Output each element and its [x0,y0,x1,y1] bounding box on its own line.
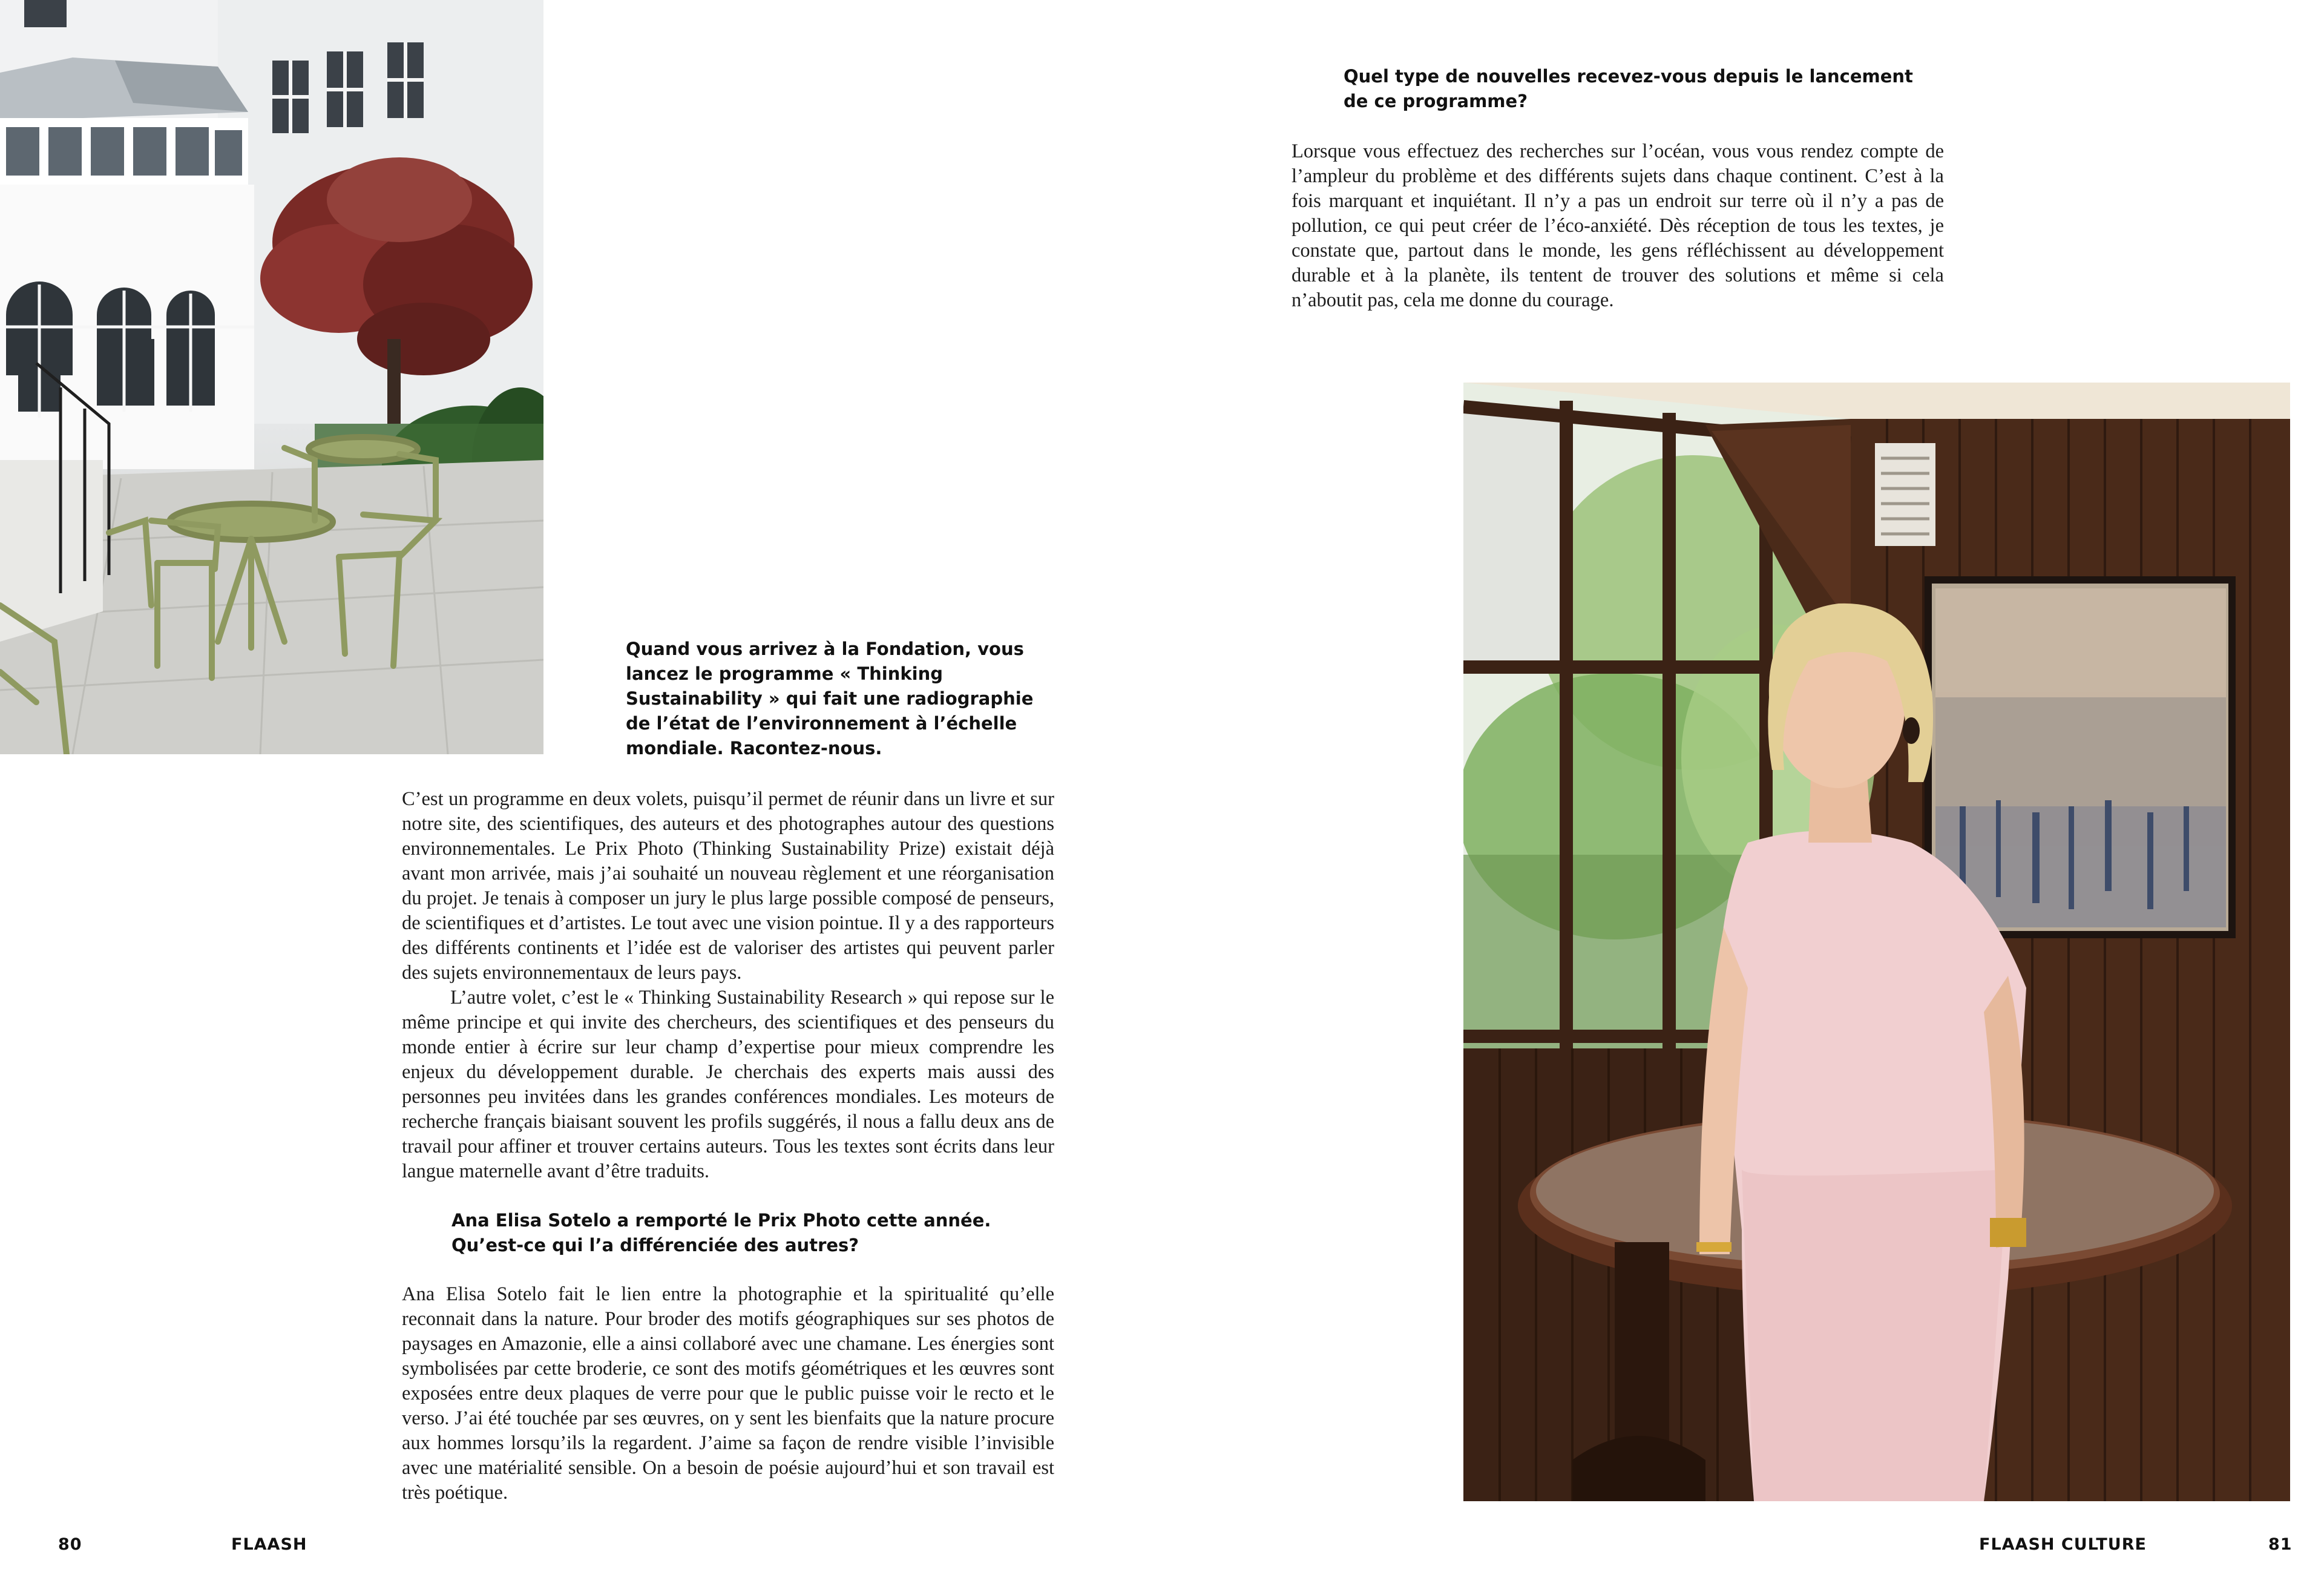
answer-3-paragraph: Lorsque vous effectuez des recherches sur l’océan, vous vous rendez compte de l’ampleur du problème et des différents sujets dans chaque continent. C’est à la fois marquant et inquiétant. Il n’y a pas un endroit sur terre où il n’y a pas de pollution, ce qui peut créer de l’éco-anxiété. Dès réception de tous les textes, je constate que, partout dans le monde, les gens réfléchissent au développement durable et à la planète, ils tentent de trouver des solutions et même si cela n’aboutit pas, cela me donne du courage. [1292,140,1944,311]
answer-2-paragraph: Ana Elisa Sotelo fait le lien entre la photographie et la spiritualité qu’elle reconnait dans la nature. Pour broder des motifs géographiques sur ses photos de paysages en Amazonie, elle a ainsi collaboré avec une chamane. Les énergies sont symbolisées par cette broderie, ce sont des motifs géométriques et les œuvres sont exposées entre deux plaques de verre pour que le public puisse voir le recto et le verso. J’ai été touchée par ses œuvres, on y sent les bienfaits que la nature procure aux hommes lorsqu’ils la regardent. J’aime sa façon de rendre visible l’invisible avec une matérialité sensible. On a besoin de poésie aujourd’hui et son travail est très poétique. [402,1283,1054,1504]
magazine-name-left: FLAASH [231,1535,307,1554]
answer-1 [402,787,1054,1184]
question-2: Ana Elisa Sotelo a remporté le Prix Photo cette année. Qu’est-ce qui l’a différenciée des autres? [451,1210,991,1255]
courtyard-photo [0,0,543,754]
question-3: Quel type de nouvelles recevez-vous depuis le lancement de ce programme? [1344,66,1913,111]
page-number-left: 80 [58,1535,82,1554]
answer-2 [402,1282,1054,1505]
question-1: Quand vous arrivez à la Fondation, vous lancez le programme « Thinking Sustainability » qui fait une radiographie de l’état de l’environnement à l’échelle mondiale. Racontez-nous. [626,639,1034,758]
page-number-right: 81 [2268,1535,2293,1554]
answer-3 [1292,139,1944,313]
answer-1-paragraph-1: C’est un programme en deux volets, puisqu’il permet de réunir dans un livre et sur notre site, des scientifiques, des auteurs et des photographes autour des questions environnementales. Le Prix Photo (Thinking Sustainability Prize) existait déjà avant mon arrivée, mais j’ai souhaité un nouveau règlement et une réorganisation du projet. Je tenais à composer un jury le plus large possible composé de penseurs, de scientifiques et d’artistes. Le tout avec une vision pointue. Il y a des rapporteurs des différents continents et l’idée est de valoriser des artistes qui peuvent parler des sujets environnementaux de leurs pays. [402,788,1054,984]
portrait-photo [1463,383,2290,1501]
answer-1-paragraph-2: L’autre volet, c’est le « Thinking Sustainability Research » qui repose sur le même principe et qui invite des chercheurs, des scientifiques et des penseurs du monde entier à écrire sur leur champ d’expertise pour mieux comprendre les enjeux du développement durable. Je cherchais des experts mais aussi des personnes peu invitées dans les grandes conférences mondiales. Les moteurs de recherche français biaisant souvent les profils suggérés, il nous a fallu deux ans de travail pour affiner et trouver certains auteurs. Tous les textes sont écrits dans leur langue maternelle avant d’être traduits. [402,987,1054,1182]
magazine-section-right: FLAASH CULTURE [1979,1535,2147,1554]
